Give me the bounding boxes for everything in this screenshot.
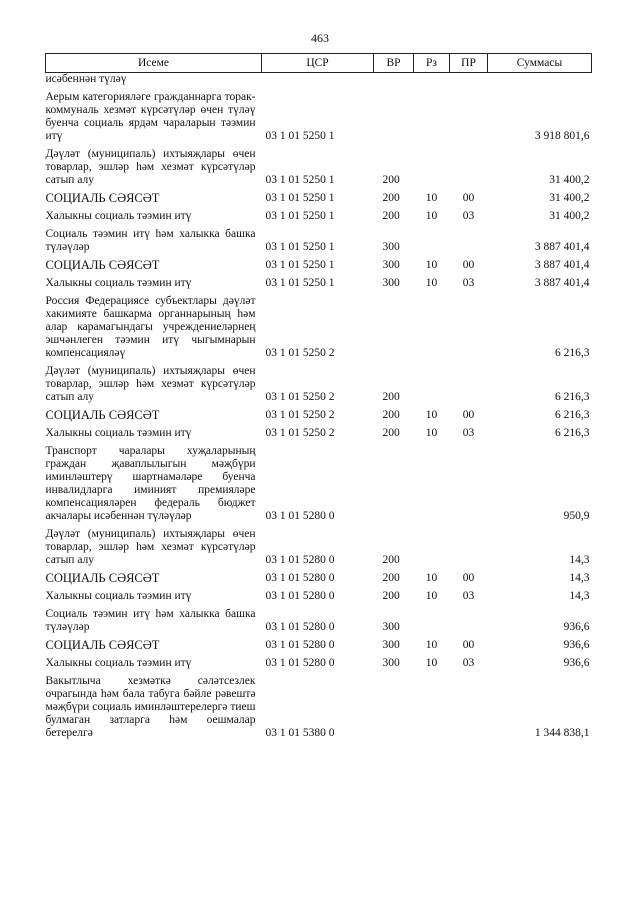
- header-csr: ЦСР: [262, 54, 374, 73]
- cell-vr: 200: [382, 554, 400, 566]
- cell-pr: 03: [462, 427, 475, 439]
- cell-csr: 03 1 01 5250 1: [265, 259, 335, 271]
- cell-sum: 936,6: [563, 621, 590, 633]
- header-sum: Суммасы: [488, 54, 592, 73]
- cell-name: Халыкны социаль тәэмин итү: [45, 277, 192, 289]
- cell-vr: 200: [382, 391, 400, 403]
- cell-vr: [374, 88, 414, 145]
- cell-csr: 03 1 01 5250 2: [265, 427, 335, 439]
- cell-pr: [450, 605, 488, 636]
- cell-csr: 03 1 01 5380 0: [265, 727, 335, 739]
- cell-pr: 00: [462, 259, 475, 271]
- cell-pr: 00: [462, 192, 475, 204]
- cell-name: Социаль тәэмин итү һәм халыкка башка түләүләр: [45, 608, 256, 633]
- cell-name: Халыкны социаль тәэмин итү: [45, 657, 192, 669]
- table-row: [46, 424, 592, 442]
- cell-sum: [488, 73, 592, 89]
- cell-rz: 10: [425, 409, 438, 421]
- table-row: [46, 525, 592, 569]
- cell-csr: 03 1 01 5250 1: [265, 174, 335, 186]
- cell-sum: 3 887 401,4: [534, 241, 590, 253]
- cell-name: Россия Федерациясе субъектлары дәүләт хакимияте башкарма органнарының һәм алар карамагындагы учреждениеләрнең эшчәнлеген тәэмин итү чыгымнарын компенсацияләү: [45, 295, 256, 359]
- cell-pr: 03: [462, 657, 475, 669]
- cell-sum: 6 216,3: [555, 427, 590, 439]
- cell-name: СОЦИАЛЬ СӘЯСӘТ: [45, 408, 160, 422]
- cell-rz: [414, 73, 450, 89]
- table-row: [46, 225, 592, 256]
- table-row: [46, 274, 592, 292]
- table-row: [46, 207, 592, 225]
- cell-csr: 03 1 01 5280 0: [265, 657, 335, 669]
- table-row: [46, 569, 592, 587]
- cell-vr: 300: [382, 621, 400, 633]
- cell-rz: [414, 442, 450, 525]
- cell-vr: 200: [382, 192, 400, 204]
- header-rz: Рз: [414, 54, 450, 73]
- cell-csr: 03 1 01 5280 0: [265, 554, 335, 566]
- cell-name: СОЦИАЛЬ СӘЯСӘТ: [45, 191, 160, 205]
- cell-rz: 10: [425, 192, 438, 204]
- cell-csr: 03 1 01 5280 0: [265, 621, 335, 633]
- cell-vr: 300: [382, 277, 400, 289]
- cell-pr: 00: [462, 409, 475, 421]
- cell-sum: 936,6: [563, 639, 590, 651]
- cell-pr: 00: [462, 572, 475, 584]
- table-row: [46, 605, 592, 636]
- cell-vr: 200: [382, 174, 400, 186]
- table-row: [46, 442, 592, 525]
- cell-csr: 03 1 01 5250 1: [265, 241, 335, 253]
- cell-sum: 936,6: [563, 657, 590, 669]
- cell-pr: [450, 145, 488, 189]
- cell-rz: [414, 88, 450, 145]
- header-vr: ВР: [374, 54, 414, 73]
- cell-rz: [414, 225, 450, 256]
- table-row: [46, 636, 592, 654]
- cell-rz: 10: [425, 639, 438, 651]
- cell-name: Халыкны социаль тәэмин итү: [45, 427, 192, 439]
- header-pr: ПР: [450, 54, 488, 73]
- cell-sum: 14,3: [569, 572, 590, 584]
- cell-sum: 3 918 801,6: [534, 130, 590, 142]
- cell-vr: 200: [382, 427, 400, 439]
- cell-sum: 3 887 401,4: [534, 277, 590, 289]
- cell-name: Дәүләт (муниципаль) ихтыяҗлары өчен товарлар, эшләр һәм хезмәт күрсәтүләр сатып алу: [45, 148, 256, 186]
- cell-rz: [414, 145, 450, 189]
- cell-name: Транспорт чаралары хуҗаларының граждан җаваплылыгын мәҗбүри иминләштерү шартнамәләре буенча инвалидларга иминият премияләре компенсацияләрен федераль бюджет акчалары исәбеннән түләүләр: [45, 445, 256, 522]
- cell-sum: 6 216,3: [555, 347, 590, 359]
- table-row: [46, 587, 592, 605]
- cell-name: исәбеннән түләү: [45, 73, 127, 85]
- cell-vr: 200: [382, 210, 400, 222]
- cell-vr: [374, 73, 414, 89]
- cell-sum: 1 344 838,1: [534, 727, 590, 739]
- table-row: [46, 672, 592, 742]
- cell-csr: 03 1 01 5280 0: [265, 510, 335, 522]
- cell-vr: [374, 442, 414, 525]
- table-row: [46, 189, 592, 207]
- cell-rz: 10: [425, 572, 438, 584]
- table-row: [46, 145, 592, 189]
- cell-vr: 200: [382, 572, 400, 584]
- table-body: [46, 73, 592, 743]
- cell-name: СОЦИАЛЬ СӘЯСӘТ: [45, 638, 160, 652]
- cell-rz: 10: [425, 657, 438, 669]
- cell-rz: [414, 525, 450, 569]
- cell-csr: 03 1 01 5250 2: [265, 347, 335, 359]
- cell-name: СОЦИАЛЬ СӘЯСӘТ: [45, 571, 160, 585]
- table-row: [46, 88, 592, 145]
- cell-rz: 10: [425, 427, 438, 439]
- cell-name: Дәүләт (муниципаль) ихтыяҗлары өчен товарлар, эшләр һәм хезмәт күрсәтүләр сатып алу: [45, 528, 256, 566]
- cell-rz: 10: [425, 210, 438, 222]
- page-number: 463: [311, 31, 329, 45]
- cell-vr: [374, 672, 414, 742]
- cell-pr: [450, 73, 488, 89]
- cell-vr: 300: [382, 639, 400, 651]
- cell-name: Халыкны социаль тәэмин итү: [45, 210, 192, 222]
- cell-name: Аерым категорияләге гражданнарга торак-коммуналь хезмәт күрсәтүләр өчен түләү буенча социаль ярдәм чараларын тәэмин итү: [45, 91, 256, 142]
- cell-pr: [450, 442, 488, 525]
- table-row: [46, 256, 592, 274]
- cell-sum: 6 216,3: [555, 409, 590, 421]
- cell-vr: 300: [382, 259, 400, 271]
- table-row: [46, 362, 592, 406]
- cell-csr: 03 1 01 5250 1: [265, 192, 335, 204]
- cell-rz: [414, 605, 450, 636]
- cell-pr: [450, 292, 488, 362]
- cell-csr: 03 1 01 5280 0: [265, 590, 335, 602]
- cell-pr: 03: [462, 590, 475, 602]
- cell-name: Социаль тәэмин итү һәм халыкка башка түләүләр: [45, 228, 256, 253]
- cell-sum: 3 887 401,4: [534, 259, 590, 271]
- cell-csr: 03 1 01 5280 0: [265, 639, 335, 651]
- table-row: [46, 654, 592, 672]
- cell-pr: [450, 88, 488, 145]
- cell-vr: 300: [382, 241, 400, 253]
- cell-pr: [450, 225, 488, 256]
- cell-vr: 300: [382, 657, 400, 669]
- cell-vr: 200: [382, 409, 400, 421]
- cell-csr: 03 1 01 5250 2: [265, 409, 335, 421]
- cell-pr: [450, 525, 488, 569]
- cell-sum: 14,3: [569, 554, 590, 566]
- cell-rz: 10: [425, 259, 438, 271]
- cell-vr: 200: [382, 590, 400, 602]
- cell-sum: 6 216,3: [555, 391, 590, 403]
- cell-pr: 00: [462, 639, 475, 651]
- cell-pr: [450, 672, 488, 742]
- cell-rz: [414, 362, 450, 406]
- table-row: [46, 73, 592, 89]
- budget-table: [45, 53, 592, 742]
- cell-rz: 10: [425, 590, 438, 602]
- cell-csr: 03 1 01 5280 0: [265, 572, 335, 584]
- cell-rz: [414, 672, 450, 742]
- cell-name: СОЦИАЛЬ СӘЯСӘТ: [45, 258, 160, 272]
- cell-csr: [262, 73, 374, 89]
- cell-pr: [450, 362, 488, 406]
- cell-name: Вакытлыча хезмәткә сәләтсезлек очрагында һәм бала табуга бәйле рәвештә мәҗбүри социаль иминләштерелергә тиеш булмаган затларга һәм оешмалар бетерелгә: [45, 675, 256, 739]
- cell-pr: 03: [462, 277, 475, 289]
- cell-csr: 03 1 01 5250 2: [265, 391, 335, 403]
- cell-sum: 31 400,2: [549, 192, 590, 204]
- cell-pr: 03: [462, 210, 475, 222]
- cell-vr: [374, 292, 414, 362]
- cell-csr: 03 1 01 5250 1: [265, 130, 335, 142]
- cell-name: Дәүләт (муниципаль) ихтыяҗлары өчен товарлар, эшләр һәм хезмәт күрсәтүләр сатып алу: [45, 365, 256, 403]
- cell-rz: [414, 292, 450, 362]
- cell-sum: 31 400,2: [549, 174, 590, 186]
- cell-name: Халыкны социаль тәэмин итү: [45, 590, 192, 602]
- table-row: [46, 292, 592, 362]
- table-header-row: [46, 54, 592, 73]
- cell-csr: 03 1 01 5250 1: [265, 210, 335, 222]
- cell-sum: 14,3: [569, 590, 590, 602]
- cell-csr: 03 1 01 5250 1: [265, 277, 335, 289]
- cell-sum: 950,9: [563, 510, 590, 522]
- header-name: Исеме: [46, 54, 262, 73]
- cell-rz: 10: [425, 277, 438, 289]
- cell-sum: 31 400,2: [549, 210, 590, 222]
- table-row: [46, 406, 592, 424]
